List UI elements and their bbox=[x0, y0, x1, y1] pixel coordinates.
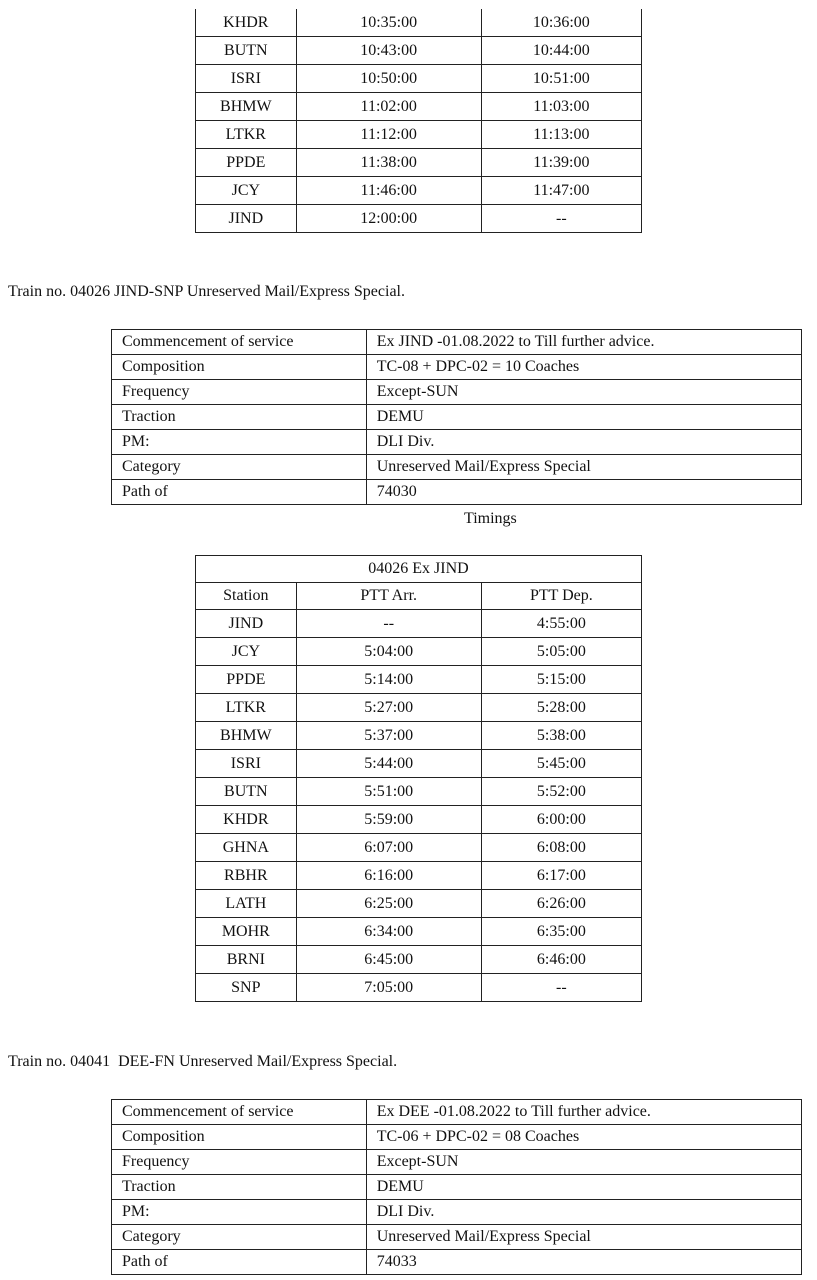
table-row bbox=[196, 890, 642, 918]
table-row bbox=[196, 778, 642, 806]
arrival-cell: 10:43:00 bbox=[296, 37, 481, 65]
table-row bbox=[196, 121, 642, 149]
column-header-departure: PTT Dep. bbox=[481, 583, 641, 610]
departure-cell: -- bbox=[481, 205, 641, 233]
info-key: PM: bbox=[112, 430, 367, 455]
timing-table-body bbox=[196, 9, 642, 233]
info-key: Path of bbox=[112, 480, 367, 505]
info-value: DEMU bbox=[366, 1175, 801, 1200]
info-key: Category bbox=[112, 455, 367, 480]
info-value: Except-SUN bbox=[366, 1150, 801, 1175]
departure-cell: 11:47:00 bbox=[481, 177, 641, 205]
station-cell: LATH bbox=[196, 890, 297, 918]
arrival-cell: -- bbox=[296, 610, 481, 638]
station-cell: BUTN bbox=[196, 37, 297, 65]
info-value: 74030 bbox=[366, 480, 801, 505]
arrival-cell: 6:16:00 bbox=[296, 862, 481, 890]
arrival-cell: 5:14:00 bbox=[296, 666, 481, 694]
arrival-cell: 12:00:00 bbox=[296, 205, 481, 233]
info-row-composition bbox=[112, 1125, 802, 1150]
table-row bbox=[196, 918, 642, 946]
info-value: Unreserved Mail/Express Special bbox=[366, 455, 801, 480]
info-value: Ex JIND -01.08.2022 to Till further advice. bbox=[366, 330, 801, 355]
arrival-cell: 11:38:00 bbox=[296, 149, 481, 177]
previous-train-timing-table bbox=[195, 9, 642, 233]
column-header-station: Station bbox=[196, 583, 297, 610]
column-header-row bbox=[196, 583, 642, 610]
arrival-cell: 10:50:00 bbox=[296, 65, 481, 93]
timing-title: 04026 Ex JIND bbox=[196, 556, 642, 583]
info-row-commencement bbox=[112, 1100, 802, 1125]
info-row-frequency bbox=[112, 1150, 802, 1175]
train-04026-timing-table bbox=[195, 555, 642, 1002]
station-cell: BHMW bbox=[196, 722, 297, 750]
info-value: DLI Div. bbox=[366, 430, 801, 455]
info-row-traction bbox=[112, 405, 802, 430]
departure-cell: 11:03:00 bbox=[481, 93, 641, 121]
info-key: Commencement of service bbox=[112, 1100, 367, 1125]
info-row-composition bbox=[112, 355, 802, 380]
info-key: Composition bbox=[112, 355, 367, 380]
arrival-cell: 5:37:00 bbox=[296, 722, 481, 750]
station-cell: JIND bbox=[196, 205, 297, 233]
info-row-path bbox=[112, 480, 802, 505]
table-row bbox=[196, 806, 642, 834]
timing-title-row bbox=[196, 556, 642, 583]
table-row bbox=[196, 65, 642, 93]
arrival-cell: 6:45:00 bbox=[296, 946, 481, 974]
info-key: Commencement of service bbox=[112, 330, 367, 355]
info-value: TC-08 + DPC-02 = 10 Coaches bbox=[366, 355, 801, 380]
table-row bbox=[196, 93, 642, 121]
station-cell: ISRI bbox=[196, 750, 297, 778]
info-value: DEMU bbox=[366, 405, 801, 430]
train-04026-info-table bbox=[111, 329, 802, 505]
departure-cell: 10:51:00 bbox=[481, 65, 641, 93]
arrival-cell: 7:05:00 bbox=[296, 974, 481, 1002]
arrival-cell: 6:07:00 bbox=[296, 834, 481, 862]
station-cell: PPDE bbox=[196, 666, 297, 694]
departure-cell: 5:45:00 bbox=[481, 750, 641, 778]
info-value: Ex DEE -01.08.2022 to Till further advice. bbox=[366, 1100, 801, 1125]
info-key: Category bbox=[112, 1225, 367, 1250]
info-row-category bbox=[112, 1225, 802, 1250]
table-row bbox=[196, 946, 642, 974]
table-row bbox=[196, 610, 642, 638]
info-row-category bbox=[112, 455, 802, 480]
departure-cell: 5:15:00 bbox=[481, 666, 641, 694]
arrival-cell: 6:25:00 bbox=[296, 890, 481, 918]
table-row bbox=[196, 974, 642, 1002]
info-value: TC-06 + DPC-02 = 08 Coaches bbox=[366, 1125, 801, 1150]
train-04041-heading: Train no. 04041 DEE-FN Unreserved Mail/Express Special. bbox=[8, 1053, 398, 1070]
table-row bbox=[196, 694, 642, 722]
info-table-body bbox=[112, 1100, 802, 1275]
info-key: Path of bbox=[112, 1250, 367, 1275]
info-value: Unreserved Mail/Express Special bbox=[366, 1225, 801, 1250]
station-cell: LTKR bbox=[196, 121, 297, 149]
departure-cell: 6:46:00 bbox=[481, 946, 641, 974]
station-cell: KHDR bbox=[196, 806, 297, 834]
arrival-cell: 6:34:00 bbox=[296, 918, 481, 946]
info-row-frequency bbox=[112, 380, 802, 405]
station-cell: MOHR bbox=[196, 918, 297, 946]
station-cell: JIND bbox=[196, 610, 297, 638]
info-row-traction bbox=[112, 1175, 802, 1200]
departure-cell: 6:26:00 bbox=[481, 890, 641, 918]
table-row bbox=[196, 177, 642, 205]
departure-cell: 6:17:00 bbox=[481, 862, 641, 890]
table-row bbox=[196, 862, 642, 890]
departure-cell: 5:05:00 bbox=[481, 638, 641, 666]
timing-table-body bbox=[196, 556, 642, 1002]
station-cell: KHDR bbox=[196, 9, 297, 37]
arrival-cell: 11:02:00 bbox=[296, 93, 481, 121]
arrival-cell: 5:04:00 bbox=[296, 638, 481, 666]
info-value: DLI Div. bbox=[366, 1200, 801, 1225]
departure-cell: 6:00:00 bbox=[481, 806, 641, 834]
departure-cell: -- bbox=[481, 974, 641, 1002]
table-row bbox=[196, 37, 642, 65]
info-row-pm bbox=[112, 1200, 802, 1225]
info-table-body bbox=[112, 330, 802, 505]
table-row bbox=[196, 149, 642, 177]
station-cell: GHNA bbox=[196, 834, 297, 862]
arrival-cell: 5:44:00 bbox=[296, 750, 481, 778]
station-cell: ISRI bbox=[196, 65, 297, 93]
station-cell: JCY bbox=[196, 177, 297, 205]
arrival-cell: 11:12:00 bbox=[296, 121, 481, 149]
arrival-cell: 5:51:00 bbox=[296, 778, 481, 806]
departure-cell: 6:08:00 bbox=[481, 834, 641, 862]
info-key: PM: bbox=[112, 1200, 367, 1225]
info-value: Except-SUN bbox=[366, 380, 801, 405]
departure-cell: 11:13:00 bbox=[481, 121, 641, 149]
info-row-pm bbox=[112, 430, 802, 455]
table-row bbox=[196, 750, 642, 778]
column-header-arrival: PTT Arr. bbox=[296, 583, 481, 610]
station-cell: BRNI bbox=[196, 946, 297, 974]
station-cell: RBHR bbox=[196, 862, 297, 890]
departure-cell: 10:36:00 bbox=[481, 9, 641, 37]
info-value: 74033 bbox=[366, 1250, 801, 1275]
departure-cell: 4:55:00 bbox=[481, 610, 641, 638]
table-row bbox=[196, 666, 642, 694]
station-cell: JCY bbox=[196, 638, 297, 666]
departure-cell: 10:44:00 bbox=[481, 37, 641, 65]
info-row-path bbox=[112, 1250, 802, 1275]
arrival-cell: 5:59:00 bbox=[296, 806, 481, 834]
table-row bbox=[196, 722, 642, 750]
arrival-cell: 10:35:00 bbox=[296, 9, 481, 37]
info-key: Frequency bbox=[112, 380, 367, 405]
info-key: Frequency bbox=[112, 1150, 367, 1175]
station-cell: BHMW bbox=[196, 93, 297, 121]
info-key: Composition bbox=[112, 1125, 367, 1150]
timings-label: Timings bbox=[464, 510, 517, 527]
station-cell: LTKR bbox=[196, 694, 297, 722]
info-row-commencement bbox=[112, 330, 802, 355]
table-row bbox=[196, 9, 642, 37]
train-04026-heading: Train no. 04026 JIND-SNP Unreserved Mail/Express Special. bbox=[8, 283, 405, 300]
departure-cell: 5:38:00 bbox=[481, 722, 641, 750]
train-04041-info-table bbox=[111, 1099, 802, 1275]
departure-cell: 11:39:00 bbox=[481, 149, 641, 177]
table-row bbox=[196, 834, 642, 862]
station-cell: BUTN bbox=[196, 778, 297, 806]
departure-cell: 5:52:00 bbox=[481, 778, 641, 806]
info-key: Traction bbox=[112, 405, 367, 430]
departure-cell: 5:28:00 bbox=[481, 694, 641, 722]
info-key: Traction bbox=[112, 1175, 367, 1200]
station-cell: PPDE bbox=[196, 149, 297, 177]
arrival-cell: 11:46:00 bbox=[296, 177, 481, 205]
station-cell: SNP bbox=[196, 974, 297, 1002]
departure-cell: 6:35:00 bbox=[481, 918, 641, 946]
table-row bbox=[196, 205, 642, 233]
arrival-cell: 5:27:00 bbox=[296, 694, 481, 722]
table-row bbox=[196, 638, 642, 666]
